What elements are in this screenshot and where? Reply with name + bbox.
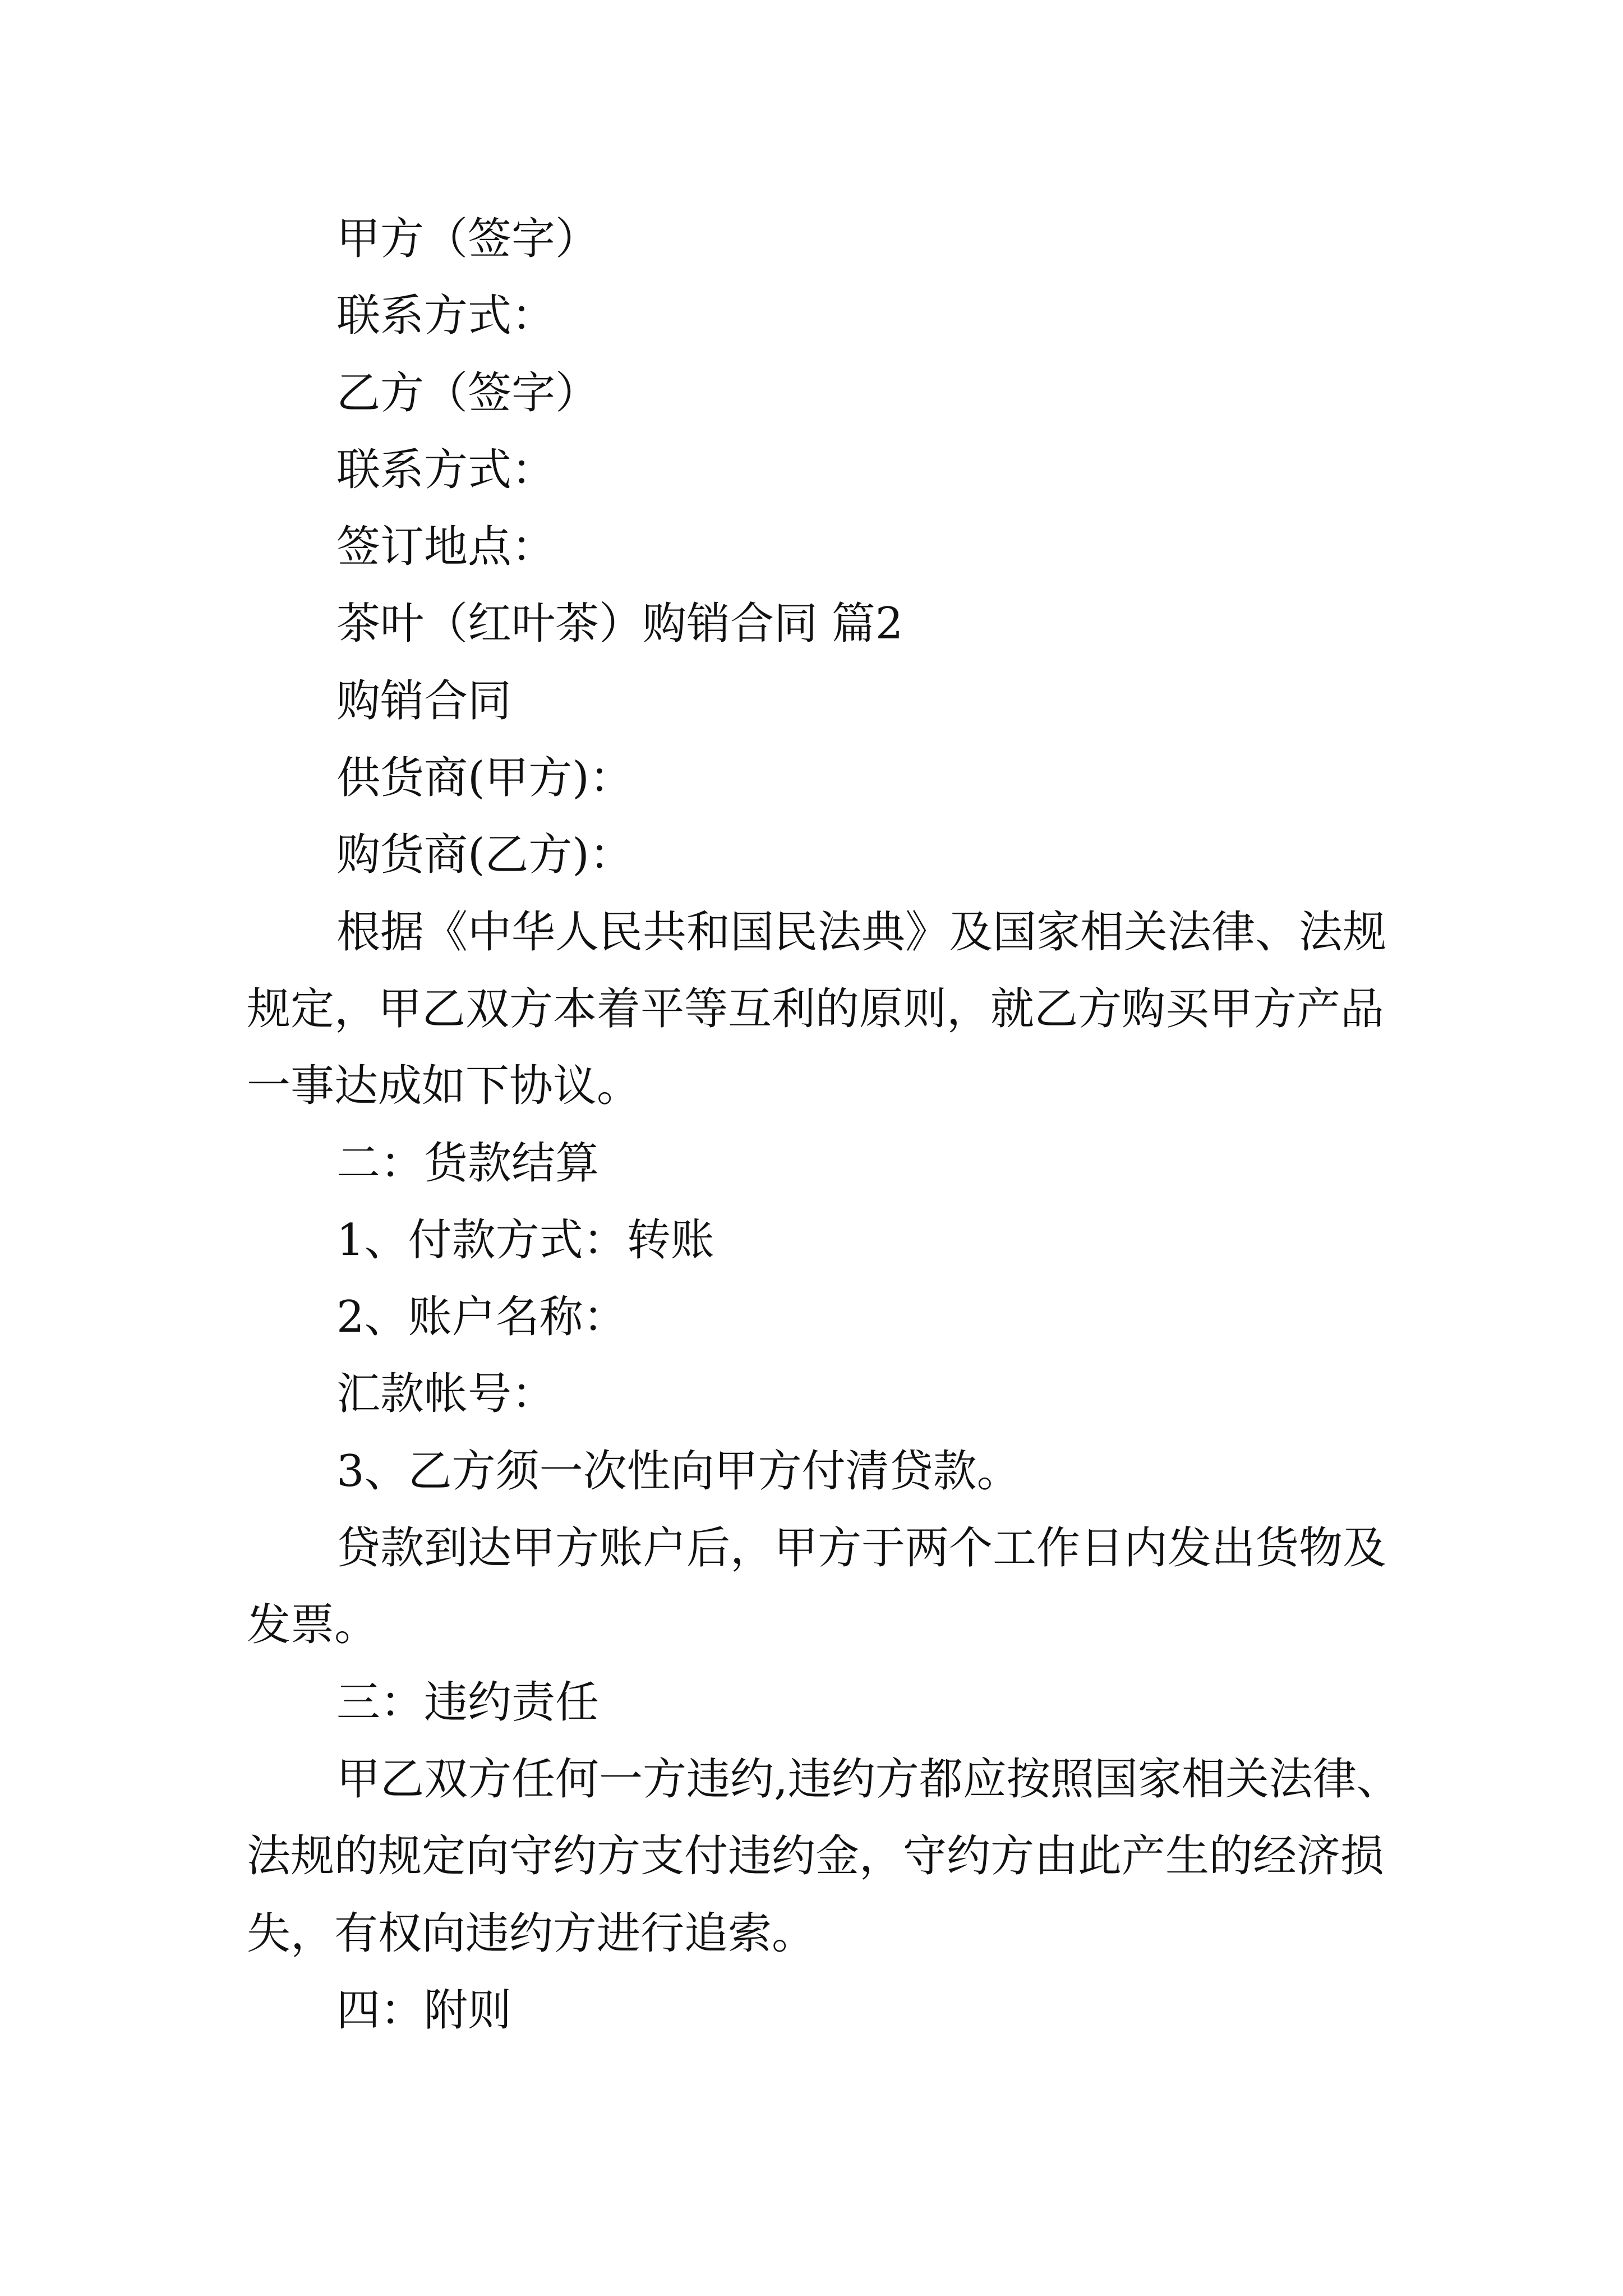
section-heading: 茶叶（红叶茶）购销合同 篇2 (336, 599, 903, 650)
text-line: 发票。 (247, 1600, 379, 1651)
signing-place-label: 签订地点： (336, 522, 556, 573)
account-name-label: 2、账户名称： (336, 1292, 627, 1343)
lump-sum-clause: 3、乙方须一次性向甲方付清贷款。 (336, 1446, 1021, 1497)
signature-block (247, 201, 1413, 586)
account-number-label: 汇款帐号： (336, 1369, 556, 1420)
text-line: 贷款到达甲方账户后，甲方于两个工作日内发出货物及 (336, 1523, 1387, 1574)
text-line: 失，有权向违约方进行追索。 (247, 1908, 816, 1959)
document-body (247, 201, 1413, 2049)
liability-section (247, 1664, 1413, 1972)
payment-method: 1、付款方式：转账 (336, 1214, 714, 1266)
party-b-contact-label: 联系方式： (336, 444, 556, 495)
buyer-label: 购货商(乙方)： (336, 830, 633, 881)
supplier-label: 供货商(甲方)： (336, 753, 633, 804)
party-a-signature-label: 甲方（签字） (336, 214, 600, 264)
payment-heading: 二：货款结算 (336, 1138, 600, 1189)
party-a-contact-label: 联系方式： (336, 291, 556, 342)
preamble-paragraph (247, 894, 1413, 1125)
text-line: 法规的规定向守约方支付违约金，守约方由此产生的经济损 (247, 1831, 1385, 1882)
text-line: 根据《中华人民共和国民法典》及国家相关法律、法规 (336, 907, 1387, 958)
text-line: 规定，甲乙双方本着平等互利的原则，就乙方购买甲方产品 (247, 983, 1385, 1034)
text-line: 一事达成如下协议。 (247, 1061, 641, 1112)
contract-title: 购销合同 (336, 675, 512, 726)
appendix-section (247, 1972, 1413, 2049)
party-b-signature-label: 乙方（签字） (336, 367, 600, 418)
text-line: 甲乙双方任何一方违约,违约方都应按照国家相关法律、 (336, 1754, 1400, 1805)
liability-heading: 三：违约责任 (336, 1677, 600, 1728)
payment-section (247, 1125, 1413, 1664)
appendix-heading: 四：附则 (336, 1985, 512, 2036)
